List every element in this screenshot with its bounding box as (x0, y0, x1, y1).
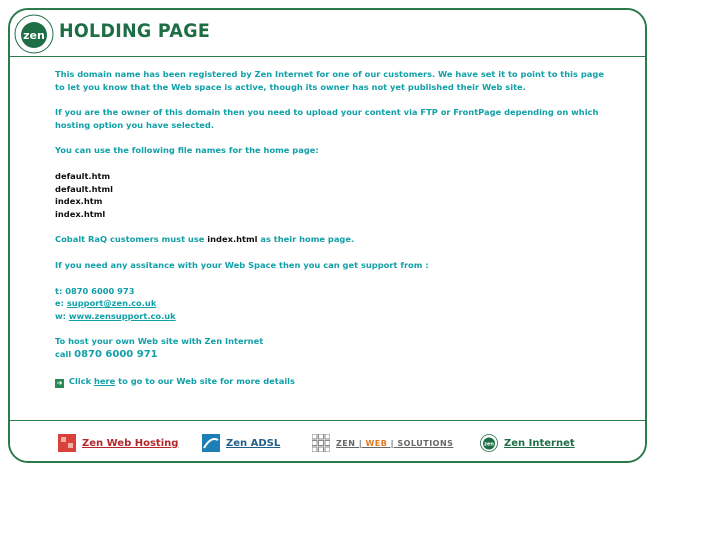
email-label: e: (55, 298, 64, 309)
web-hosting-icon (58, 434, 76, 452)
support-web-link[interactable]: www.zensupport.co.uk (68, 310, 176, 321)
zen-web-hosting-link[interactable] (58, 433, 178, 453)
zen-adsl-link[interactable] (202, 433, 280, 453)
brand-label: Zen Web Hosting (82, 437, 179, 449)
contact-block (55, 285, 615, 323)
logo-text: zen (484, 441, 494, 448)
cobalt-suffix: as their home page. (260, 234, 355, 245)
arrow-right-icon: ➜ (56, 378, 63, 387)
host-line: To host your own Web site with Zen Internet (55, 336, 264, 347)
sales-phone: 0870 6000 971 (74, 348, 158, 360)
brand-label: Zen Internet (504, 437, 575, 449)
page-frame (8, 8, 647, 463)
brand-label-web: WEB (365, 438, 388, 448)
brand-label-solutions: SOLUTIONS (397, 438, 454, 448)
page-title: HOLDING PAGE (59, 20, 211, 42)
cobalt-paragraph (55, 233, 615, 246)
click-suffix: to go to our Web site for more details (118, 375, 295, 386)
click-prefix: Click (68, 375, 92, 386)
call-label: call (55, 348, 72, 359)
support-intro: If you need any assitance with your Web Space then you can get support from : (55, 259, 429, 270)
filename-item: index.htm (55, 196, 103, 207)
zen-internet-link[interactable] (480, 433, 575, 453)
phone-label: t: (55, 285, 63, 296)
web-label: w: (55, 310, 66, 321)
owner-paragraph: If you are the owner of this domain then you need to upload your content via FTP or FrontPage depending on which hosting option you have selected. (55, 107, 599, 130)
hosting-block (55, 335, 615, 361)
zen-internet-icon (480, 434, 498, 452)
grid-icon (312, 434, 330, 452)
filename-item: default.htm (55, 170, 111, 181)
cobalt-filename: index.html (207, 234, 258, 245)
filename-item: default.html (55, 183, 114, 194)
filenames-intro: You can use the following file names for the home page: (55, 145, 319, 156)
header (10, 10, 645, 57)
intro-paragraph: This domain name has been registered by Zen Internet for one of our customers. We have set it to point to this page to let you know that the Web space is active, though its owner has not yet published their Web site. (55, 69, 604, 92)
footer (10, 420, 645, 463)
zen-logo-icon (14, 14, 54, 54)
support-phone: 0870 6000 973 (65, 285, 135, 296)
filename-list (55, 170, 615, 220)
cobalt-prefix: Cobalt RaQ customers must use (55, 234, 205, 245)
zen-web-solutions-link[interactable]: ZEN | WEB | SOLUTIONS (312, 433, 453, 453)
main-content (55, 68, 615, 401)
here-link[interactable]: here (94, 375, 116, 386)
adsl-icon (202, 434, 220, 452)
filename-item: index.html (55, 208, 106, 219)
logo-text: zen (23, 29, 45, 42)
brand-label: Zen ADSL (226, 437, 281, 449)
support-email-link[interactable]: support@zen.co.uk (66, 298, 157, 309)
brand-label-zen: ZEN (336, 438, 356, 448)
click-paragraph (55, 375, 615, 388)
